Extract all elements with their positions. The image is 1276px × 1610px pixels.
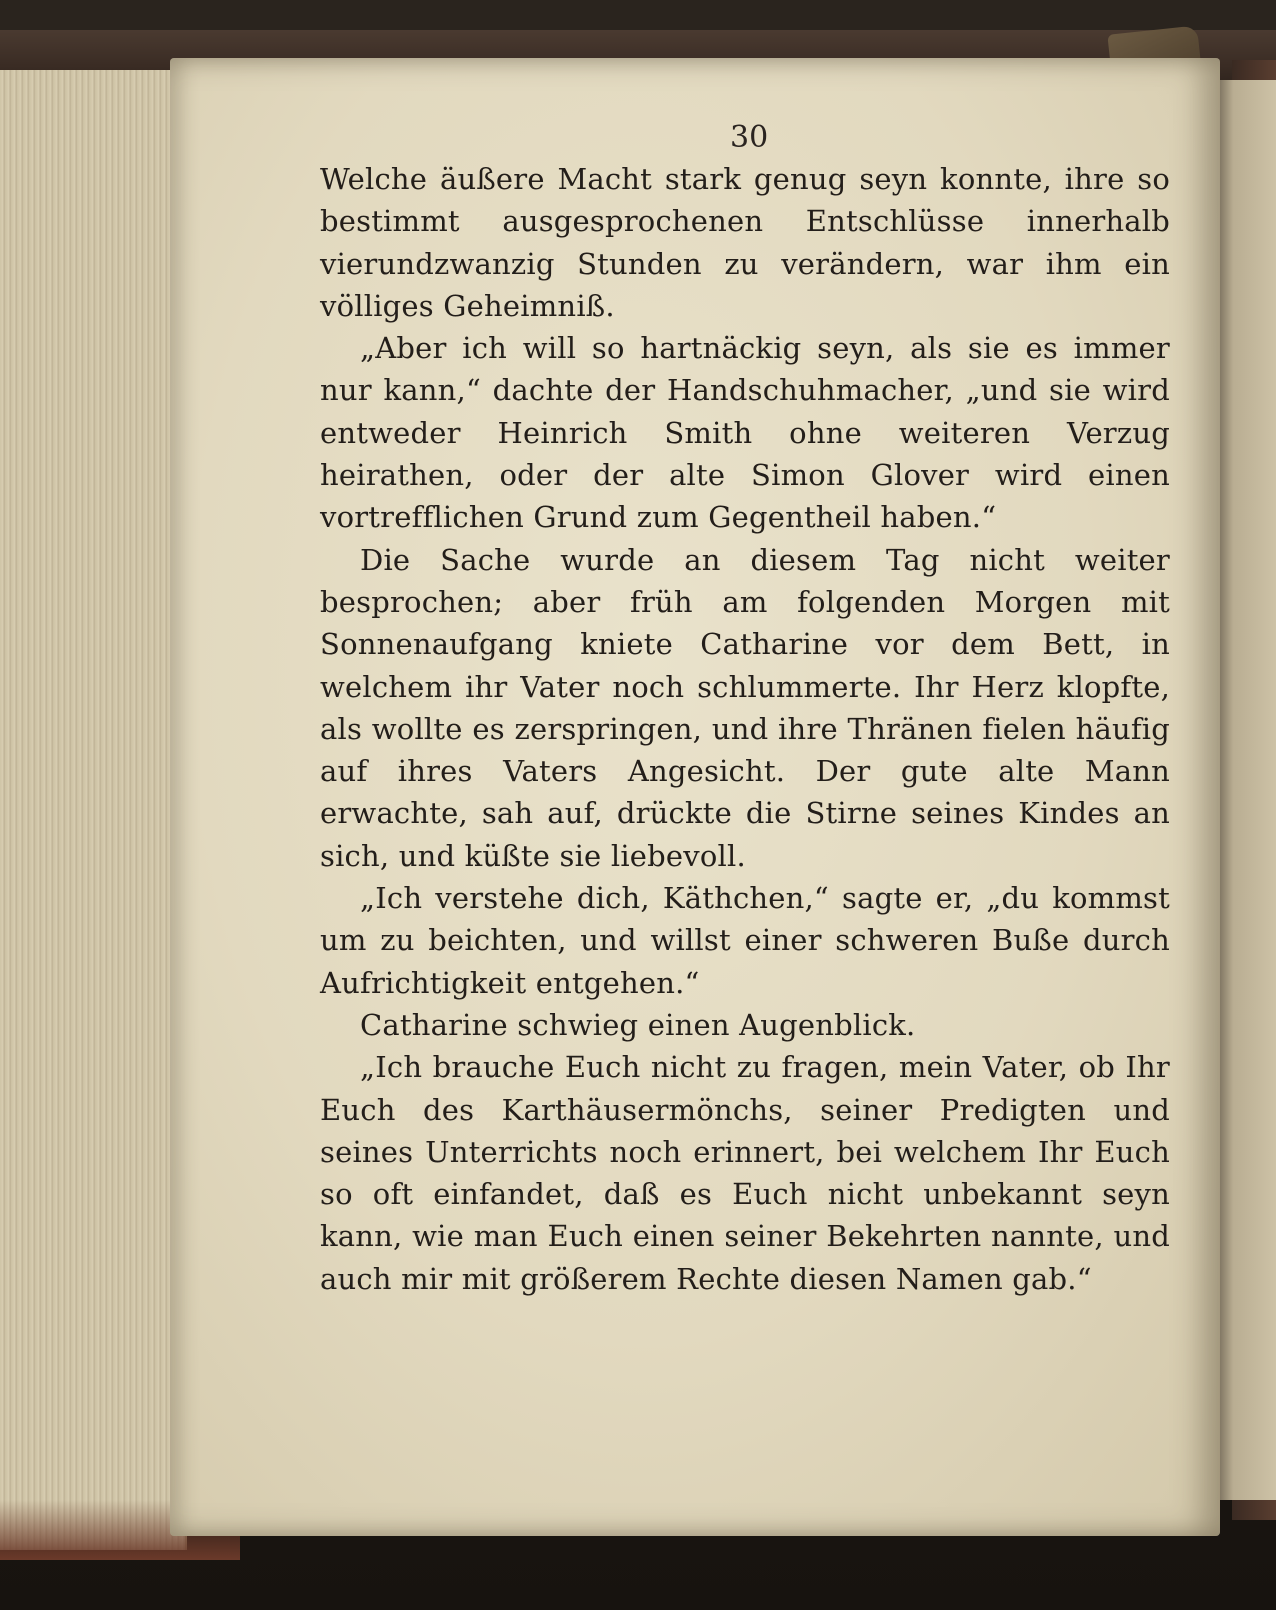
- paragraph-2: „Aber ich will so hartnäckig seyn, als sie es immer nur kann,“ dachte der Handschuhmacher, „und sie wird entweder Heinrich Smith ohne weiteren Verzug heirathen, oder der alte Simon Glover wird einen vortrefflichen Grund zum Gegentheil haben.“: [320, 331, 1170, 535]
- paragraph-3: Die Sache wurde an diesem Tag nicht weiter besprochen; aber früh am folgenden Morgen mit Sonnenaufgang kniete Catharine vor dem Bett, in welchem ihr Vater noch schlummerte. Ihr Herz klopfte, als wollte es zerspringen, und ihre Thränen fielen häufig auf ihres Vaters Angesicht. Der gute alte Mann erwachte, sah auf, drückte die Stirne seines Kindes an sich, und küßte sie liebevoll.: [320, 542, 1170, 873]
- page-text: [320, 158, 1170, 1300]
- page-number: 30: [730, 120, 769, 155]
- paragraph-1: Welche äußere Macht stark genug seyn konnte, ihre so bestimmt ausgesprochenen Entschlüsse innerhalb vierundzwanzig Stunden zu verändern, war ihm ein völliges Geheimniß.: [320, 162, 1170, 323]
- book-page: [170, 58, 1220, 1536]
- page-edges-left: [0, 70, 187, 1550]
- paragraph-5: Catharine schwieg einen Augenblick.: [360, 1007, 916, 1042]
- paragraph-6: „Ich brauche Euch nicht zu fragen, mein Vater, ob Ihr Euch des Karthäusermönchs, seiner Predigten und seines Unterrichts noch erinnert, bei welchem Ihr Euch so oft einfandet, daß es Euch nicht unbekannt seyn kann, wie man Euch einen seiner Bekehrten nannte, und auch mir mit größerem Rechte diesen Namen gab.“: [320, 1050, 1170, 1296]
- paragraph-4: „Ich verstehe dich, Käthchen,“ sagte er, „du kommst um zu beichten, und willst einer schweren Buße durch Aufrichtigkeit entgehen.“: [320, 881, 1170, 1000]
- facing-page-edge: [1215, 80, 1276, 1500]
